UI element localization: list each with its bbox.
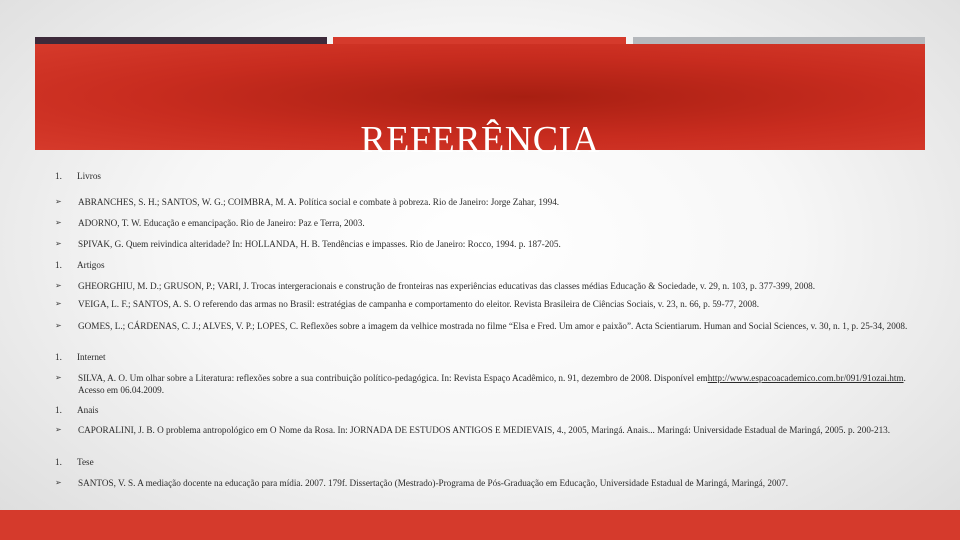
slide-title: REFERÊNCIA xyxy=(360,119,600,161)
arrow-bullet-icon: ➢ xyxy=(55,478,62,487)
reference-text: GHEORGHIU, M. D.; GRUSON, P.; VARI, J. Trocas intergeracionais e construção de fronteiras nas experiências educativas das classes médias Educação & Sociedade, v. 29, n. 103, p. 377-399, 2008. xyxy=(78,281,816,291)
arrow-bullet-icon: ➢ xyxy=(55,321,62,330)
reference-text: SPIVAK, G. Quem reivindica alteridade? In: HOLLANDA, H. B. Tendências e impasses. Rio de Janeiro: Rocco, 1994. p. 187-205. xyxy=(78,239,561,249)
top-accent-strip-gray xyxy=(633,37,925,44)
footer-accent-bar xyxy=(0,510,960,540)
arrow-bullet-icon: ➢ xyxy=(55,373,62,382)
arrow-bullet-icon: ➢ xyxy=(55,425,62,434)
list-number: 1. xyxy=(55,457,62,467)
arrow-bullet-icon: ➢ xyxy=(55,281,62,290)
section-label: Livros xyxy=(77,171,101,181)
section-label: Internet xyxy=(77,352,106,362)
list-number: 1. xyxy=(55,171,62,181)
reference-text: ABRANCHES, S. H.; SANTOS, W. G.; COIMBRA, M. A. Política social e combate à pobreza. Rio de Janeiro: Jorge Zahar, 1994. xyxy=(78,197,560,207)
reference-text xyxy=(78,372,915,396)
section-label: Tese xyxy=(77,457,94,467)
reference-text: ADORNO, T. W. Educação e emancipação. Rio de Janeiro: Paz e Terra, 2003. xyxy=(78,218,365,228)
top-accent-strip-dark xyxy=(35,37,327,44)
reference-link[interactable]: http://www.espacoacademico.com.br/091/91ozai.htm xyxy=(707,373,904,383)
reference-text: GOMES, L.; CÁRDENAS, C. J.; ALVES, V. P.; LOPES, C. Reflexões sobre a imagem da velhice mostrada no filme “Elsa e Fred. Um amor e paixão”. Acta Scientiarum. Human and Social Sciences, v. 30, n. 1, p. 25-34, 2008. xyxy=(78,321,908,331)
reference-text: VEIGA, L. F.; SANTOS, A. S. O referendo das armas no Brasil: estratégias de campanha e comportamento do eleitor. Revista Brasileira de Ciências Sociais, v. 23, n. 66, p. 59-77, 2008. xyxy=(78,299,760,309)
arrow-bullet-icon: ➢ xyxy=(55,299,62,308)
reference-text-before: SILVA, A. O. Um olhar sobre a Literatura: reflexões sobre a sua contribuição político-pedagógica. In: Revista Espaço Acadêmico, n. 91, dezembro de 2008. Disponível em xyxy=(78,373,708,383)
section-label: Artigos xyxy=(77,260,105,270)
list-number: 1. xyxy=(55,405,62,415)
reference-text: CAPORALINI, J. B. O problema antropológico em O Nome da Rosa. In: JORNADA DE ESTUDOS ANTIGOS E MEDIEVAIS, 4., 2005, Maringá. Anais... Maringá: Universidade Estadual de Maringá, 2005. p. 200-213. xyxy=(78,425,891,435)
reference-text-after: . Acesso em 06.04.2009. xyxy=(78,373,906,395)
top-accent-strip-red xyxy=(333,37,626,44)
title-banner xyxy=(35,44,925,161)
reference-text: SANTOS, V. S. A mediação docente na educação para mídia. 2007. 179f. Dissertação (Mestrado)-Programa de Pós-Graduação em Educação, Universidade Estadual de Maringá, Maringá, 2007. xyxy=(78,478,789,488)
list-number: 1. xyxy=(55,352,62,362)
arrow-bullet-icon: ➢ xyxy=(55,239,62,248)
arrow-bullet-icon: ➢ xyxy=(55,197,62,206)
arrow-bullet-icon: ➢ xyxy=(55,218,62,227)
list-number: 1. xyxy=(55,260,62,270)
section-label: Anais xyxy=(77,405,99,415)
